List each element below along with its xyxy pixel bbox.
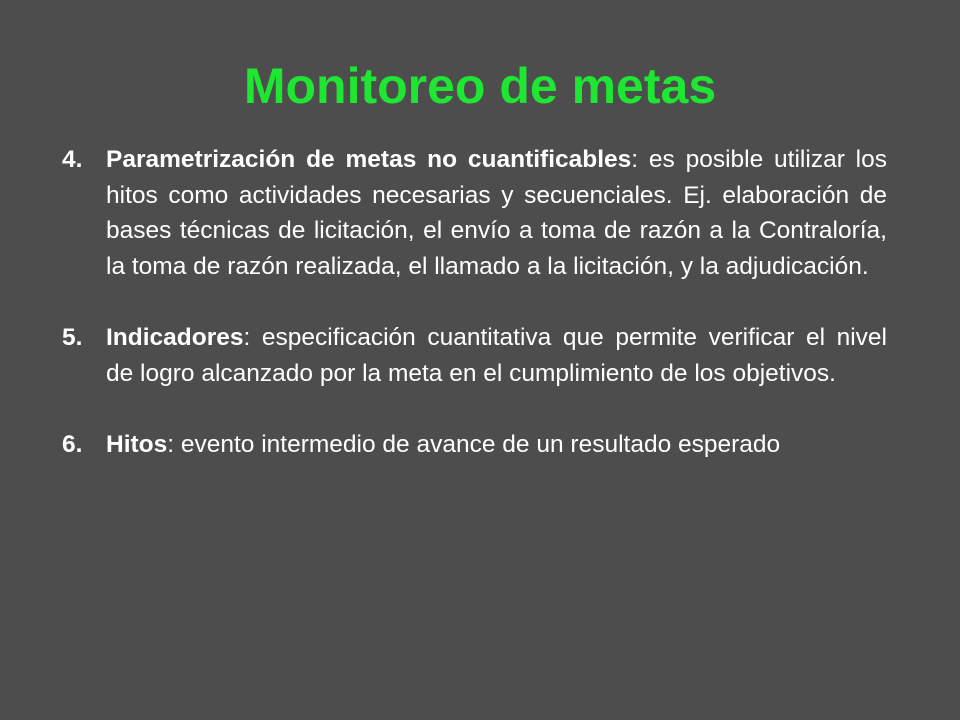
list-item-5 [62,320,887,391]
list-item-6 [62,427,887,463]
item-description: : especificación cuantitativa que permite verificar el nivel de logro alcanzado por la meta en el cumplimiento de los objetivos. [106,323,887,387]
list-item-4 [62,142,887,284]
slide-title: Monitoreo de metas [243,58,717,114]
item-text [106,320,887,391]
item-number: 5. [62,323,83,351]
item-term: Hitos [106,430,168,458]
item-description: : es posible utilizar los hitos como actividades necesarias y secuenciales. Ej. elaboración de bases técnicas de licitación, el envío a toma de razón a la Contraloría, la toma de razón realizada, el llamado a la licitación, y la adjudicación. [106,146,887,280]
item-text [106,142,887,284]
item-term: Indicadores [106,323,244,351]
numbered-list [62,142,887,462]
item-text [106,427,887,463]
item-term: Parametrización de metas no cuantificables [106,146,632,173]
item-number: 4. [62,146,83,173]
item-description: : evento intermedio de avance de un resultado esperado [167,430,781,458]
item-number: 6. [62,430,83,458]
